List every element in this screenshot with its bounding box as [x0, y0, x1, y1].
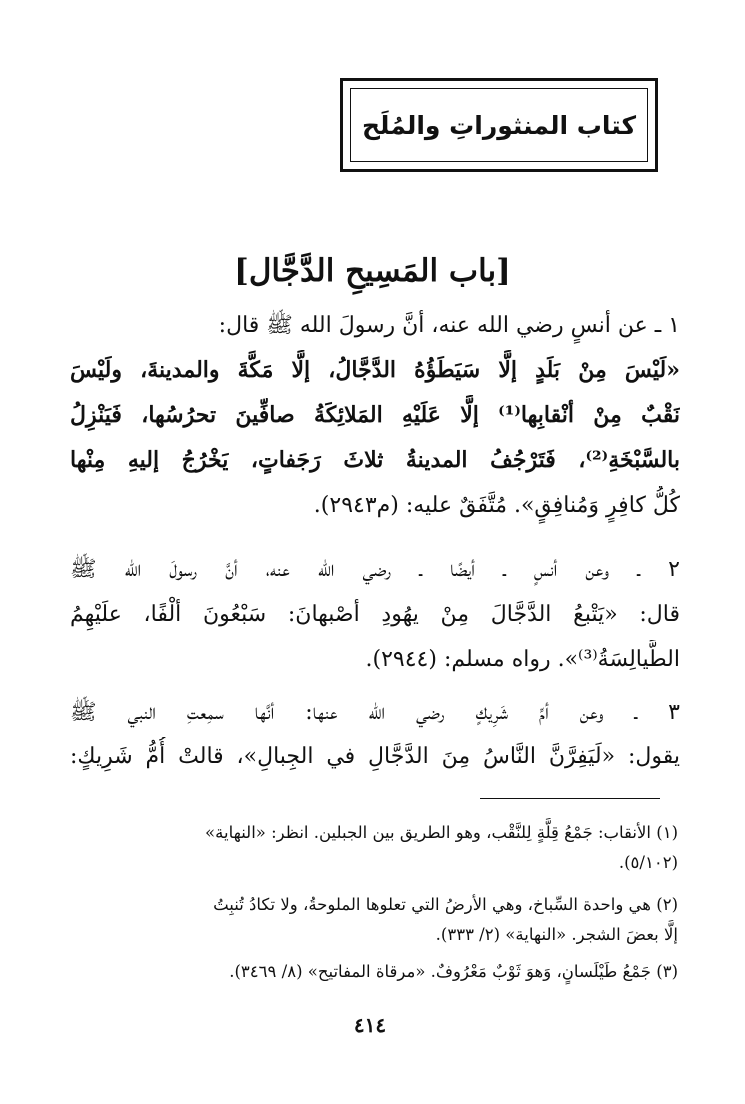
hadith-line: الطَّيالِسَةُ⁽³⁾». رواه مسلم: (٢٩٤٤). [365, 647, 680, 672]
hadith-line: قال: «يَتْبعُ الدَّجَّالَ مِنْ يهُودِ أصْبهانَ: سَبْعُونَ ألْفًا، علَيْهِمُ [70, 602, 680, 627]
hadith-line: يقول: «لَيَفِرَّنَّ النَّاسُ مِنَ الدَّجَّالِ في الجِبالِ»، قالتْ أُمُّ شَرِيكٍ: [70, 744, 680, 769]
hadith-line: ٣ ـ وعن أمِّ شَرِيكٍ رضي الله عنها: أنَّها سمِعتِ النبي ﷺ [70, 700, 680, 725]
footnote-line: (٢) هي واحدة السِّباخ، وهي الأرضُ التي تعلوها الملوحةُ، ولا تكادُ تُنبِتُ [213, 895, 678, 914]
footnote-line: (٥/١٠٢). [618, 853, 678, 872]
footnote-line: إلَّا بعضَ الشجر. «النهاية» (٢/ ٣٣٣). [435, 925, 678, 944]
page-number: ٤١٤ [353, 1013, 387, 1037]
hadith-line: ٢ ـ وعن أنسٍ ـ أيضًا ـ رضي الله عنه، أنَّ رسولَ الله ﷺ [70, 557, 680, 582]
hadith-line: «لَيْسَ مِنْ بَلَدٍ إلَّا سَيَطَؤُهُ الدَّجَّالُ، إلَّا مَكَّةَ والمدينةَ، ولَيْسَ [70, 357, 680, 383]
section-heading: [باب المَسِيحِ الدَّجَّال] [234, 253, 511, 289]
hadith-line: كُلُّ كافِرٍ وَمُنافِقٍ». مُتَّفَقٌ عليه: (م٢٩٤٣). [313, 493, 680, 518]
footnote-separator [480, 798, 660, 799]
chapter-title-inner-frame [350, 88, 648, 162]
hadith-line: نَقْبٌ مِنْ أنْقابِها⁽¹⁾ إلَّا عَلَيْهِ المَلائِكَةُ صافِّينَ تحرُسُها، فَيَنْزِلُ [70, 402, 680, 428]
chapter-title-frame [340, 78, 658, 172]
footnote-line: (٣) جَمْعُ طَيْلَسانٍ، وَهوَ ثَوْبٌ مَعْرُوفٌ. «مرقاة المفاتيح» (٨/ ٣٤٦٩). [229, 962, 678, 981]
hadith-line: ١ ـ عن أنسٍ رضي الله عنه، أنَّ رسولَ الله ﷺ قال: [218, 313, 680, 338]
chapter-title: كتاب المنثوراتِ والمُلَح [361, 110, 637, 140]
hadith-line: بالسَّبْخَةِ⁽²⁾، فَتَرْجُفُ المدينةُ ثلاثَ رَجَفاتٍ، يَخْرُجُ إليهِ مِنْها [70, 447, 680, 473]
footnote-line: (١) الأنقاب: جَمْعُ قِلَّةٍ لِلنَّقْب، وهو الطريق بين الجبلين. انظر: «النهاية» [205, 823, 678, 842]
